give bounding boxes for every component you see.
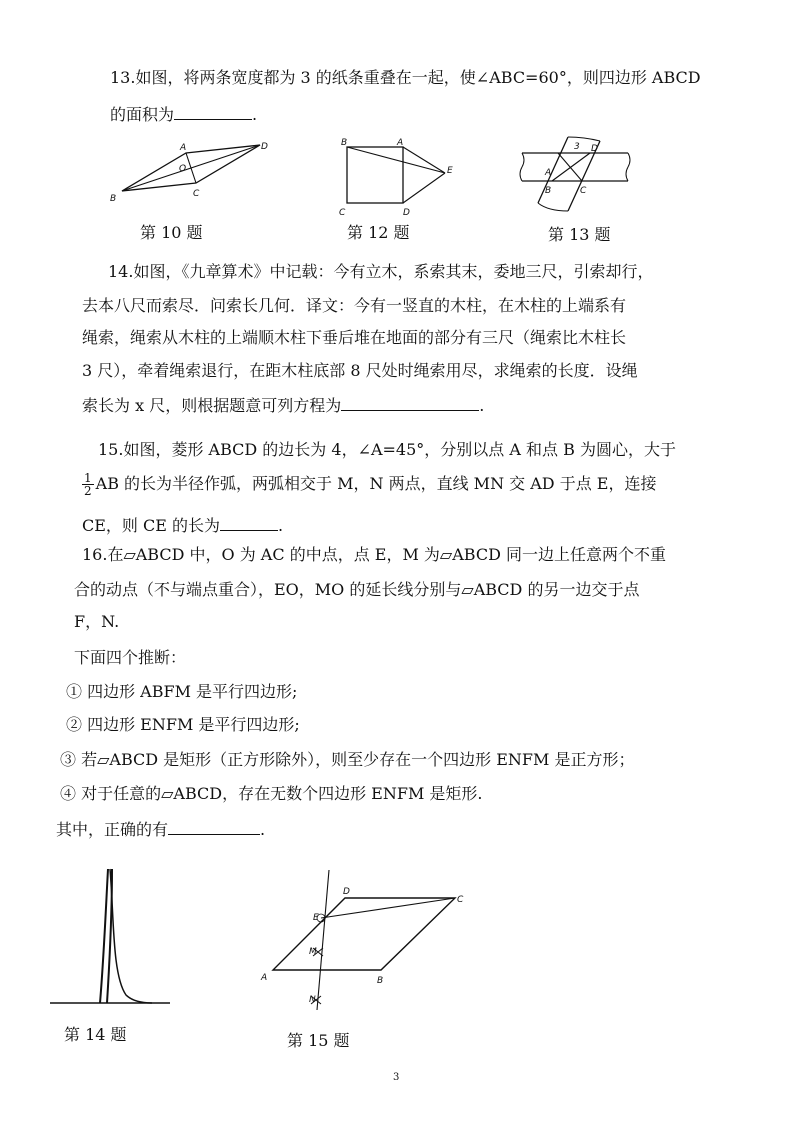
fig15-label-m: M [309,947,317,957]
fig15-label-d: D [343,887,350,897]
q15-answer-blank[interactable] [220,514,278,531]
q15-line2 [82,472,656,497]
q15-line1: 15.如图，菱形 ABCD 的边长为 4，∠A=45°，分别以点 A 和点 B 为圆心，大于 [98,440,676,459]
q13-line1: 13.如图，将两条宽度都为 3 的纸条重叠在一起，使∠ABC=60°，则四边形 ABCD [110,68,701,87]
fig13-label-a: A [545,168,552,178]
q16-answer-line [56,818,265,840]
q14-line1: 14.如图，《九章算术》中记载：今有立木，系索其末，委地三尺，引索却行， [108,262,654,281]
q14-line5-text: 索长为 x 尺，则根据题意可列方程为 [82,396,342,415]
q16-intro: 下面四个推断： [74,648,187,667]
q16-answer-blank[interactable] [168,818,260,835]
fig10-label-o: O [179,164,187,174]
fig13-label-d: D [591,144,598,154]
figure-13 [520,135,632,225]
q16-statement-1: ① 四边形 ABFM 是平行四边形; [66,682,298,701]
caption-fig14: 第 14 题 [64,1025,127,1044]
fig13-label-3: 3 [574,142,580,152]
page-number: 3 [393,1072,400,1083]
q16-statement-2: ② 四边形 ENFM 是平行四边形; [66,715,300,734]
fig15-label-b: B [377,976,384,986]
q14-line3: 绳索，绳索从木柱的上端顺木柱下垂后堆在地面的部分有三尺（绳索比木柱长 [82,328,627,347]
figure-15 [255,868,475,1018]
q14-line4: 3 尺），牵着绳索退行，在距木柱底部 8 尺处时绳索用尽，求绳索的长度．设绳 [82,361,638,380]
q15-fraction-den: 2 [84,484,92,498]
fig10-label-b: B [110,194,117,204]
q14-end: . [479,396,485,415]
caption-fig15: 第 15 题 [287,1031,350,1050]
caption-fig13: 第 13 题 [548,225,611,244]
q15-end: . [278,516,284,535]
q16-line2: 合的动点（不与端点重合），EO，MO 的延长线分别与▱ABCD 的另一边交于点 [74,580,640,599]
fig10-label-c: C [193,189,200,199]
q14-line2: 去本八尺而索尽．问索长几何．译文：今有一竖直的木柱，在木柱的上端系有 [82,296,627,315]
fig12-label-d: D [403,208,410,218]
figure-10 [100,135,280,215]
q15-line3-text: CE，则 CE 的长为 [82,516,221,535]
fig15-label-c: C [457,895,464,905]
q15-fraction [82,472,94,497]
q16-statement-3: ③ 若▱ABCD 是矩形（正方形除外），则至少存在一个四边形 ENFM 是正方形； [60,750,635,769]
q16-answer-text: 其中，正确的有 [56,820,169,839]
fig15-label-e: E [313,913,319,923]
q16-statement-4: ④ 对于任意的▱ABCD，存在无数个四边形 ENFM 是矩形. [60,784,483,803]
q13-answer-blank[interactable] [174,103,252,120]
fig10-label-a: A [180,143,187,153]
q13-line2 [110,103,257,125]
q15-fraction-num: 1 [84,471,92,485]
q16-line1: 16.在▱ABCD 中，O 为 AC 的中点，点 E，M 为▱ABCD 同一边上任意两个不重 [82,545,666,564]
fig13-label-b: B [545,186,552,196]
fig12-label-a: A [397,138,404,148]
fig12-label-b: B [341,138,348,148]
caption-fig10: 第 10 题 [140,223,203,242]
q13-line2-text: 的面积为 [110,105,175,124]
figure-12 [335,135,465,220]
fig10-label-d: D [261,142,268,152]
fig12-label-e: E [447,166,453,176]
q15-line3 [82,514,283,536]
caption-fig12: 第 12 题 [347,223,410,242]
fig15-label-n: N [309,995,316,1005]
figure-14 [50,865,175,1010]
fig15-label-a: A [261,973,268,983]
q16-line3: F，N. [74,612,120,631]
q14-answer-blank[interactable] [341,394,479,411]
q15-line2-text: AB 的长为半径作弧，两弧相交于 M，N 两点，直线 MN 交 AD 于点 E，连接 [95,474,657,493]
fig13-label-c: C [580,186,587,196]
q16-end: . [260,820,266,839]
q13-end: . [252,105,258,124]
fig12-label-c: C [339,208,346,218]
q14-line5 [82,394,484,416]
